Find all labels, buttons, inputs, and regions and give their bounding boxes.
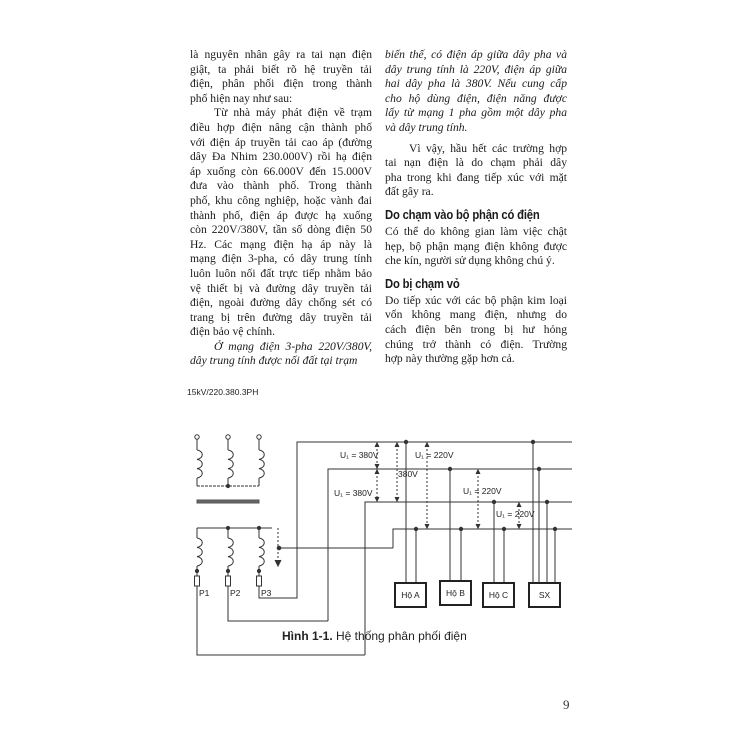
text-line: hợp này thường gặp hơn cả.	[385, 352, 515, 366]
text-line: thành phố, điện áp được hạ xuống	[190, 208, 372, 222]
section-heading: Do chạm vào bộ phận có điện	[385, 207, 540, 222]
text-line: với điện áp truyền tải cao áp (đường	[190, 135, 372, 149]
text-line: chúng trở thành có điện. Trường	[385, 337, 567, 351]
text-line: luôn luôn nối đất trực tiếp nhằm bảo	[190, 266, 372, 280]
text-line: vệ thiết bị và đường dây truyền tải	[190, 281, 372, 295]
text-line: áp xuống còn 66.000V đến 15.000V	[190, 164, 372, 178]
phase-label: P1	[199, 588, 210, 598]
text-line: trang bị trên đường dây truyền tải	[190, 310, 372, 324]
transformer-label: 15kV/220.380.3PH	[187, 387, 259, 397]
text-line: là nguyên nhân gây ra tai nạn điện	[190, 48, 372, 61]
load-label: Hộ B	[446, 588, 465, 598]
text-line: dây trung tính là 220V, điện áp giữa	[385, 62, 567, 76]
text-line: tai nạn điện là do chạm phải dây	[385, 156, 567, 170]
text-line: hai dây pha là 380V. Nếu cung cấp	[385, 77, 567, 91]
text-line: điện, ngoài đường dây chống sét có	[190, 296, 372, 310]
phase-label: P3	[261, 588, 272, 598]
voltage-label: 380V	[398, 469, 418, 479]
text-line: điện bảo vệ chính.	[190, 325, 275, 339]
text-line: Do tiếp xúc với các bộ phận kim loại	[385, 293, 567, 307]
text-line: còn 220V/380V, tần số dòng điện 50	[190, 223, 372, 237]
phase-label: P2	[230, 588, 241, 598]
text-line: giật, ta phải biết rõ hệ truyền tải	[190, 62, 372, 76]
text-line: lấy từ mạng 1 pha gồm một dây pha	[385, 106, 567, 120]
load-box	[529, 583, 560, 607]
page-number: 9	[563, 697, 570, 712]
load-box	[395, 583, 426, 607]
text-line: biến thế, có điện áp giữa dây pha và	[385, 48, 567, 61]
text-line: Có thể do không gian làm việc chật	[385, 224, 567, 238]
text-line: dây trung tính được nối đất tại trạm	[190, 354, 358, 368]
voltage-label: U₁ = 220V	[496, 509, 535, 519]
text-line: Ở mạng điện 3-pha 220V/380V,	[214, 339, 372, 353]
load-box	[483, 583, 514, 607]
text-line: Vì vậy, hầu hết các trường hợp	[409, 141, 567, 155]
load-label: Hộ C	[488, 590, 509, 600]
figure-title: Hệ thống phân phối điện	[332, 629, 467, 643]
load-label: Hộ A	[401, 590, 420, 600]
transformer-coils	[195, 435, 281, 586]
text-line: và dây trung tính.	[385, 120, 468, 134]
figure-caption	[282, 629, 467, 643]
text-line: cách điện bên trong bị hư hỏng	[385, 322, 567, 336]
text-line: vốn không mang điện, nhưng do	[385, 308, 567, 322]
section-heading: Do bị chạm vỏ	[385, 276, 460, 291]
voltage-label: U₁ = 380V	[340, 450, 379, 460]
text-line: điều hợp điện nâng cận thành phố	[190, 120, 372, 134]
text-line: mạng điện 3-pha, có dây trung tính	[190, 252, 372, 266]
text-line: Từ nhà máy phát điện về trạm	[214, 106, 372, 120]
text-line: đất gây ra.	[385, 185, 434, 199]
voltage-label: U₁ = 220V	[415, 450, 454, 460]
text-line: hẹp, bộ phận mạng điện không được	[385, 239, 567, 253]
text-line: dây Đa Nhim 230.000V) rồi hạ điện	[190, 150, 372, 164]
text-line: phố, khu công nghiệp, hoặc vành đai	[190, 193, 372, 207]
load-box	[440, 581, 471, 605]
text-line: điện, phân phối điện trong thành	[190, 77, 372, 91]
voltage-label: U₁ = 380V	[334, 488, 373, 498]
wiring	[197, 442, 572, 655]
text-line: pha trong khi đang tiếp xúc với mặt	[385, 170, 567, 184]
text-line: che kín, người sử dụng không chú ý.	[385, 254, 555, 268]
text-line: đưa vào thành phố. Trong thành	[190, 179, 372, 193]
figure-number: Hình 1-1.	[282, 629, 333, 643]
text-line: Hz. Các mạng điện hạ áp này là	[190, 237, 372, 251]
voltage-label: U₁ = 220V	[463, 486, 502, 496]
load-label: SX	[538, 590, 551, 600]
text-line: phố hiện nay như sau:	[190, 91, 293, 105]
text-line: cho hộ dùng điện, điện năng được	[385, 91, 567, 105]
